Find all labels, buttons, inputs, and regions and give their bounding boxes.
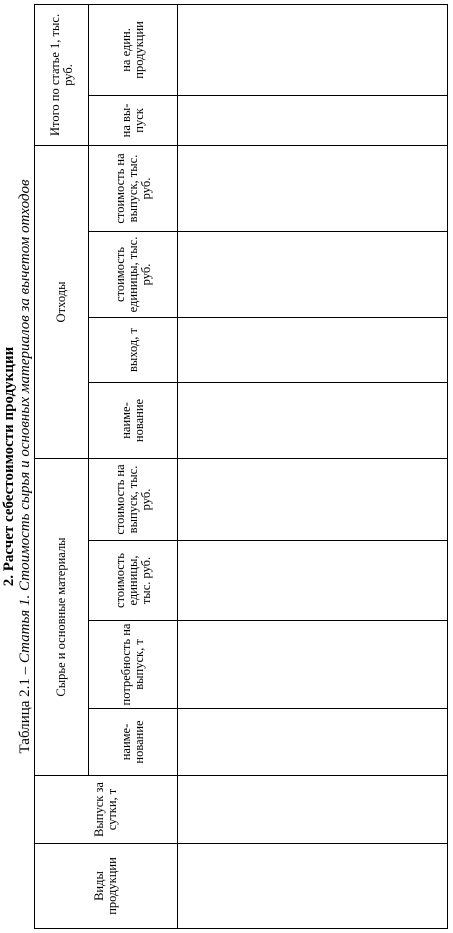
table-cell <box>178 541 448 621</box>
table-cell <box>178 844 448 929</box>
caption-title: Статья 1. Стоимость сырья и основных материалов за вычетом отходов <box>17 179 33 664</box>
table-cell <box>178 318 448 383</box>
table-caption <box>16 0 34 933</box>
subheader-raw-name: наиме- нование <box>89 709 178 776</box>
table-cell <box>178 709 448 776</box>
table-cell <box>178 776 448 844</box>
subheader-waste-yield: выход, т <box>89 318 178 383</box>
caption-prefix: Таблица 2.1 – <box>17 663 33 754</box>
section-heading: 2. Расчет себестоимости продукции <box>1 346 17 587</box>
subheader-total-per-unit: на един. продукции <box>89 4 178 95</box>
table-cell <box>178 621 448 709</box>
header-output-per-day: Выпуск за сутки, т <box>35 776 178 844</box>
header-total: Итого по статье 1, тыс. руб. <box>35 4 89 145</box>
table-cell <box>178 4 448 95</box>
table-cell <box>178 383 448 459</box>
table-cell <box>178 459 448 541</box>
table-row-empty <box>178 4 448 928</box>
header-waste: Отходы <box>35 145 89 458</box>
header-product-types: Виды продукции <box>35 844 178 929</box>
table-cell <box>178 145 448 231</box>
subheader-waste-name: наиме- нование <box>89 383 178 459</box>
subheader-waste-unit-cost: стоимость единицы, тыс. руб. <box>89 232 178 318</box>
subheader-raw-unit-cost: стоимость единицы, тыс. руб. <box>89 541 178 621</box>
cost-table <box>34 4 448 929</box>
subheader-waste-output-cost: стоимость на выпуск, тыс. руб. <box>89 145 178 231</box>
subheader-total-per-output: на вы- пуск <box>89 95 178 145</box>
subheader-raw-need: потребность на выпуск, т <box>89 621 178 709</box>
subheader-raw-output-cost: стоимость на выпуск, тыс. руб. <box>89 459 178 541</box>
table-cell <box>178 232 448 318</box>
header-raw-materials: Сырье и основные материалы <box>35 459 89 776</box>
table-cell <box>178 95 448 145</box>
